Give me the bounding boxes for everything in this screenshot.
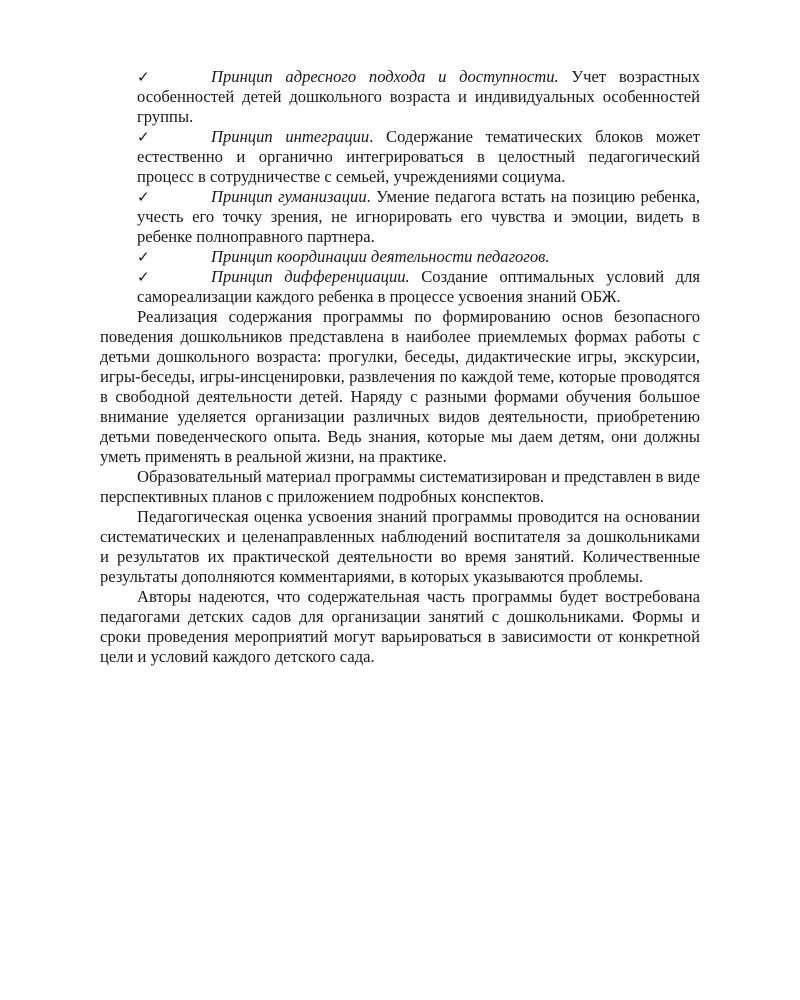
bullet-text: . Содержание тематических блоков может естественно и органично интегрироваться в целостный педагогический процесс в сотрудничестве с семьей, учреждениями социума. xyxy=(137,127,700,186)
checkmark-icon: ✓ xyxy=(137,128,150,146)
checkmark-icon: ✓ xyxy=(137,248,150,266)
bullet-text: . Умение педагога встать на позицию ребенка, учесть его точку зрения, не игнорировать его чувства и эмоции, видеть в ребенке полноправного партнера. xyxy=(137,187,700,246)
bullet-title: Принцип координации деятельности педагогов. xyxy=(211,247,550,266)
bullet-title: Принцип гуманизации xyxy=(211,187,367,206)
checkmark-icon: ✓ xyxy=(137,68,150,86)
bullet-text: Учет возрастных особенностей детей дошкольного возраста и индивидуальных особенностей группы. xyxy=(137,67,700,126)
bullet-item xyxy=(100,247,700,267)
bullet-item xyxy=(100,67,700,127)
document-body xyxy=(100,67,700,667)
bullet-title: Принцип дифференциации. xyxy=(211,267,410,286)
bullet-item xyxy=(100,187,700,247)
checkmark-icon: ✓ xyxy=(137,188,150,206)
bullet-title: Принцип интеграции xyxy=(211,127,370,146)
body-paragraph: Образовательный материал программы систематизирован и представлен в виде перспективных планов с приложением подробных конспектов. xyxy=(100,467,700,506)
body-paragraph: Авторы надеются, что содержательная часть программы будет востребована педагогами детских садов для организации занятий с дошкольниками. Формы и сроки проведения мероприятий могут варьироваться в зависимости от конкретной цели и условий каждого детского сада. xyxy=(100,587,700,666)
body-paragraph: Педагогическая оценка усвоения знаний программы проводится на основании систематических и целенаправленных наблюдений воспитателя за дошкольниками и результатов их практической деятельности во время занятий. Количественные результаты дополняются комментариями, в которых указываются проблемы. xyxy=(100,507,700,586)
bullet-title: Принцип адресного подхода и доступности. xyxy=(211,67,559,86)
body-paragraph: Реализация содержания программы по формированию основ безопасного поведения дошкольников представлена в наиболее приемлемых формах работы с детьми дошкольного возраста: прогулки, беседы, дидактические игры, экскурсии, игры-беседы, игры-инсценировки, развлечения по каждой теме, которые проводятся в свободной деятельности детей. Наряду с разными формами обучения большое внимание уделяется организации различных видов деятельности, приобретению детьми поведенческого опыта. Ведь знания, которые мы даем детям, они должны уметь применять в реальной жизни, на практике. xyxy=(100,307,700,466)
checkmark-icon: ✓ xyxy=(137,268,150,286)
bullet-item xyxy=(100,267,700,307)
bullet-text: Создание оптимальных условий для самореализации каждого ребенка в процессе усвоения знаний ОБЖ. xyxy=(137,267,700,306)
bullet-item xyxy=(100,127,700,187)
